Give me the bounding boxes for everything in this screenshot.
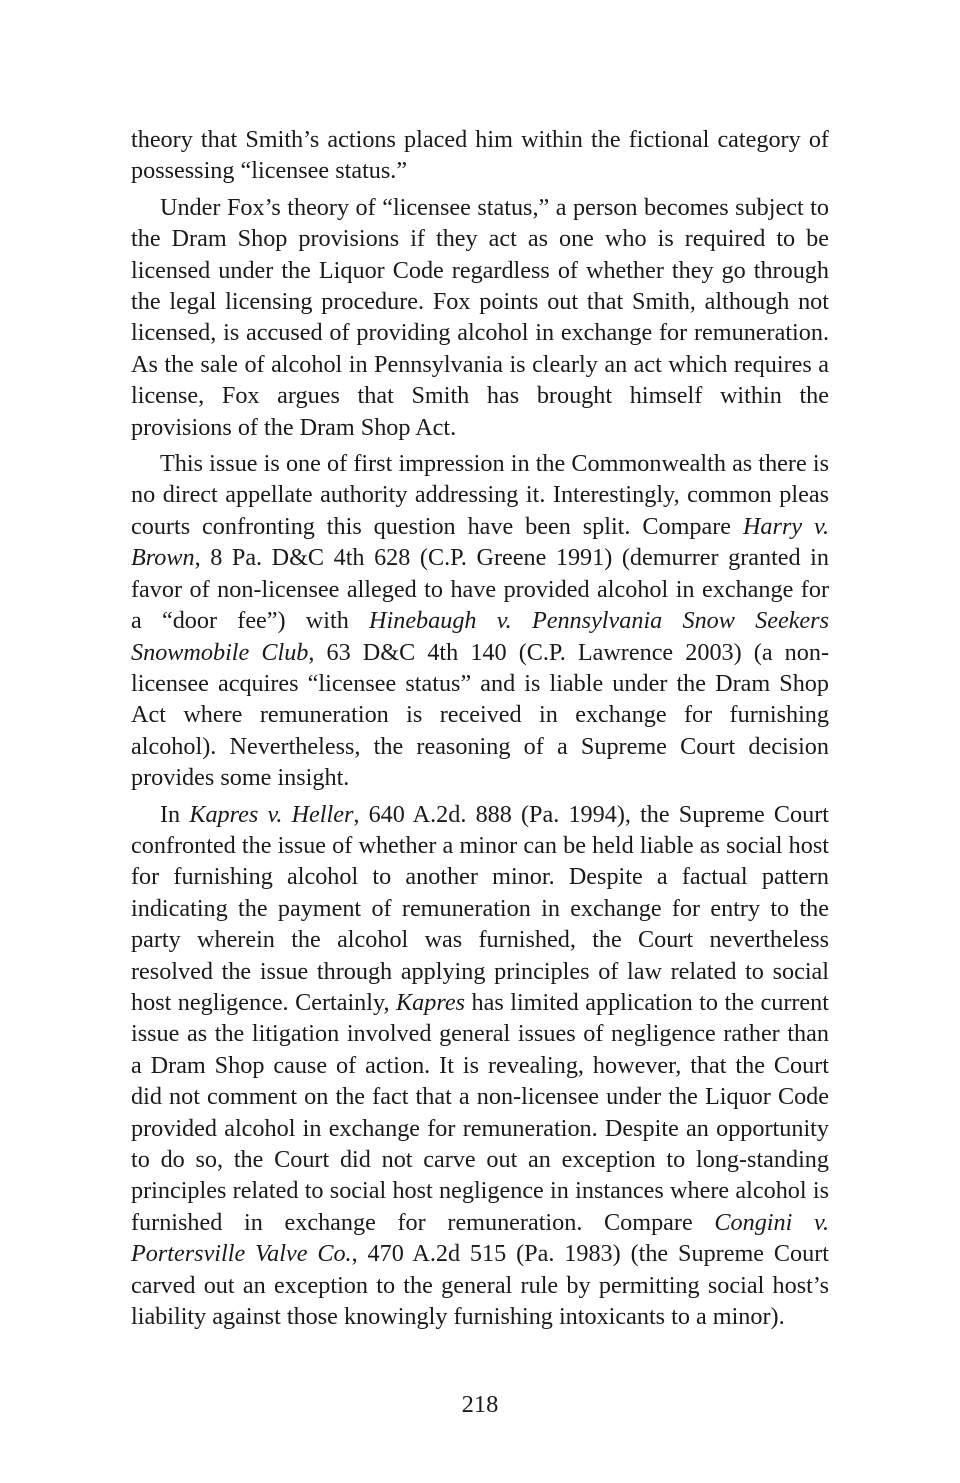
case-citation-kapres: Kapres bbox=[396, 988, 466, 1016]
paragraph-4-text-b: , 640 A.2d. 888 (Pa. 1994), the Supreme Court confronted the issue of whether a minor can be held liable as social host for furnishing alcohol to another minor. Despite a factual pattern indicating the payment of remuneration in exchange for entry to the party wherein the alcohol was furnished, the Court nevertheless resolved the issue through applying principles of law related to social host negligence. Certainly, bbox=[131, 800, 829, 1016]
document-body bbox=[131, 124, 829, 1332]
paragraph-3-text-b: , 8 Pa. D&C 4th 628 (C.P. Greene 1991) (demurrer granted in favor of non-licensee alleged to have provided alcohol in exchange for a “door fee”) with bbox=[131, 544, 829, 635]
case-citation-congini: Congini v. Portersville Valve Co. bbox=[131, 1208, 829, 1268]
paragraph-1 bbox=[131, 124, 829, 187]
paragraph-4-text-c: has limited application to the current issue as the litigation involved general issues of negligence rather than a Dram Shop cause of action. It is revealing, however, that the Court did not comment on the fact that a non-licensee under the Liquor Code provided alcohol in exchange for remuneration. Despite an opportunity to do so, the Court did not carve out an exception to long-standing principles related to social host negligence in instances where alcohol is furnished in exchange for remuneration. Compare bbox=[131, 988, 829, 1236]
paragraph-3-text-a: This issue is one of first impression in the Commonwealth as there is no direct appellate authority addressing it. Interestingly, common pleas courts confronting this question have been split. Compare bbox=[131, 450, 829, 540]
paragraph-2-text: Under Fox’s theory of “licensee status,” a person becomes subject to the Dram Shop provisions if they act as one who is required to be licensed under the Liquor Code regardless of whether they go through the legal licensing procedure. Fox points out that Smith, although not licensed, is accused of providing alcohol in exchange for remuneration. As the sale of alcohol in Pennsylvania is clearly an act which requires a license, Fox argues that Smith has brought himself within the provisions of the Dram Shop Act. bbox=[131, 193, 829, 441]
paragraph-4 bbox=[131, 799, 829, 1333]
paragraph-3-text-c: , 63 D&C 4th 140 (C.P. Lawrence 2003) (a non-licensee acquires “licensee status” and is liable under the Dram Shop Act where remuneration is received in exchange for furnishing alcohol). Nevertheless, the reasoning of a Supreme Court decision provides some insight. bbox=[131, 638, 829, 792]
case-citation-harry-v-brown: Harry v. Brown bbox=[131, 512, 830, 572]
case-citation-kapres-v-heller: Kapres v. Heller bbox=[189, 800, 354, 828]
page-number: 218 bbox=[461, 1391, 499, 1418]
paragraph-1-text: theory that Smith’s actions placed him within the fictional category of possessing “licensee status.” bbox=[131, 126, 829, 185]
paragraph-2 bbox=[131, 192, 829, 443]
paragraph-4-text-a: In bbox=[160, 800, 190, 828]
paragraph-4-text-d: , 470 A.2d 515 (Pa. 1983) (the Supreme Court carved out an exception to the general rule by permitting social host’s liability against those knowingly furnishing intoxicants to a minor). bbox=[131, 1240, 829, 1331]
case-citation-hinebaugh: Hinebaugh v. Pennsylvania Snow Seekers Snowmobile Club bbox=[131, 607, 829, 666]
paragraph-3 bbox=[131, 448, 829, 793]
